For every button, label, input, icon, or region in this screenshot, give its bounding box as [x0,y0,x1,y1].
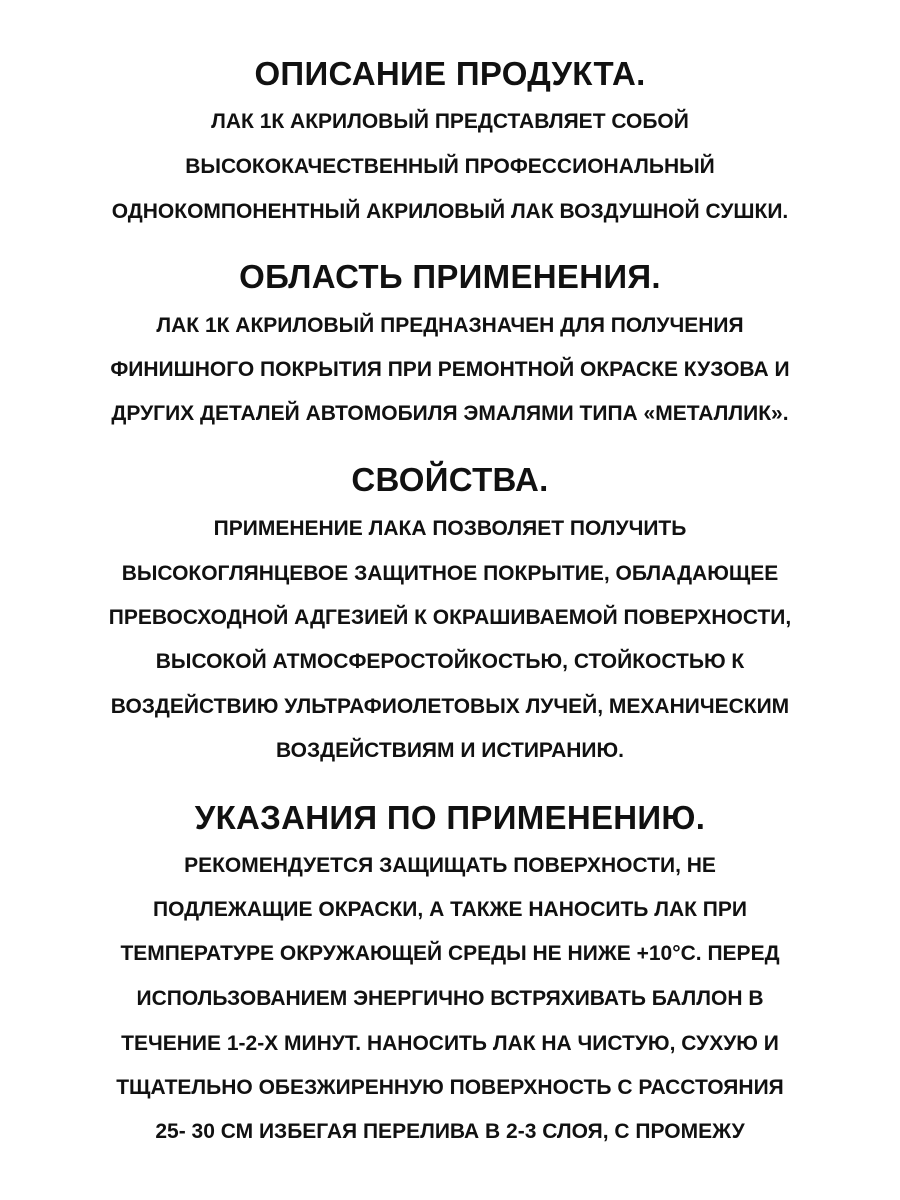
section-heading-properties: СВОЙСТВА. [351,461,549,498]
section-text-line: ОДНОКОМПОНЕНТНЫЙ АКРИЛОВЫЙ ЛАК ВОЗДУШНОЙ СУШКИ. [111,200,789,223]
section-text-line: ЛАК 1К АКРИЛОВЫЙ ПРЕДНАЗНАЧЕН ДЛЯ ПОЛУЧЕНИЯ [156,314,744,337]
section-text-line: 25- 30 СМ ИЗБЕГАЯ ПЕРЕЛИВА В 2-3 СЛОЯ, С ПРОМЕЖУ [155,1120,745,1143]
section-heading-description: ОПИСАНИЕ ПРОДУКТА. [254,55,646,92]
section-text-line: ТЩАТЕЛЬНО ОБЕЗЖИРЕННУЮ ПОВЕРХНОСТЬ С РАССТОЯНИЯ [116,1076,784,1099]
section-heading-application-area: ОБЛАСТЬ ПРИМЕНЕНИЯ. [239,258,661,295]
section-text-line: ПОДЛЕЖАЩИЕ ОКРАСКИ, А ТАКЖЕ НАНОСИТЬ ЛАК ПРИ [153,898,747,921]
section-text-line: ПРИМЕНЕНИЕ ЛАКА ПОЗВОЛЯЕТ ПОЛУЧИТЬ [213,517,687,540]
section-text-line: ТЕЧЕНИЕ 1-2-Х МИНУТ. НАНОСИТЬ ЛАК НА ЧИСТУЮ, СУХУЮ И [121,1032,779,1055]
section-text-line: ИСПОЛЬЗОВАНИЕМ ЭНЕРГИЧНО ВСТРЯХИВАТЬ БАЛЛОН В [136,987,764,1010]
section-text-line: ТЕМПЕРАТУРЕ ОКРУЖАЮЩЕЙ СРЕДЫ НЕ НИЖЕ +10°С. ПЕРЕД [120,942,780,965]
section-text-line: ПРЕВОСХОДНОЙ АДГЕЗИЕЙ К ОКРАШИВАЕМОЙ ПОВЕРХНОСТИ, [108,606,792,629]
section-text-line: ЛАК 1К АКРИЛОВЫЙ ПРЕДСТАВЛЯЕТ СОБОЙ [211,110,689,133]
section-text-line: ВОЗДЕЙСТВИЮ УЛЬТРАФИОЛЕТОВЫХ ЛУЧЕЙ, МЕХАНИЧЕСКИМ [110,695,790,718]
section-text-line: ДРУГИХ ДЕТАЛЕЙ АВТОМОБИЛЯ ЭМАЛЯМИ ТИПА «МЕТАЛЛИК». [111,402,789,425]
section-text-line: ВОЗДЕЙСТВИЯМ И ИСТИРАНИЮ. [275,739,624,762]
section-heading-usage-instructions: УКАЗАНИЯ ПО ПРИМЕНЕНИЮ. [194,799,706,836]
section-text-line: РЕКОМЕНДУЕТСЯ ЗАЩИЩАТЬ ПОВЕРХНОСТИ, НЕ [184,854,716,877]
section-text-line: ФИНИШНОГО ПОКРЫТИЯ ПРИ РЕМОНТНОЙ ОКРАСКЕ КУЗОВА И [110,358,790,381]
section-text-line: ВЫСОКОГЛЯНЦЕВОЕ ЗАЩИТНОЕ ПОКРЫТИЕ, ОБЛАДАЮЩЕЕ [121,562,779,585]
section-text-line: ВЫСОКОКАЧЕСТВЕННЫЙ ПРОФЕССИОНАЛЬНЫЙ [185,155,715,178]
section-text-line: ВЫСОКОЙ АТМОСФЕРОСТОЙКОСТЬЮ, СТОЙКОСТЬЮ К [155,650,745,673]
